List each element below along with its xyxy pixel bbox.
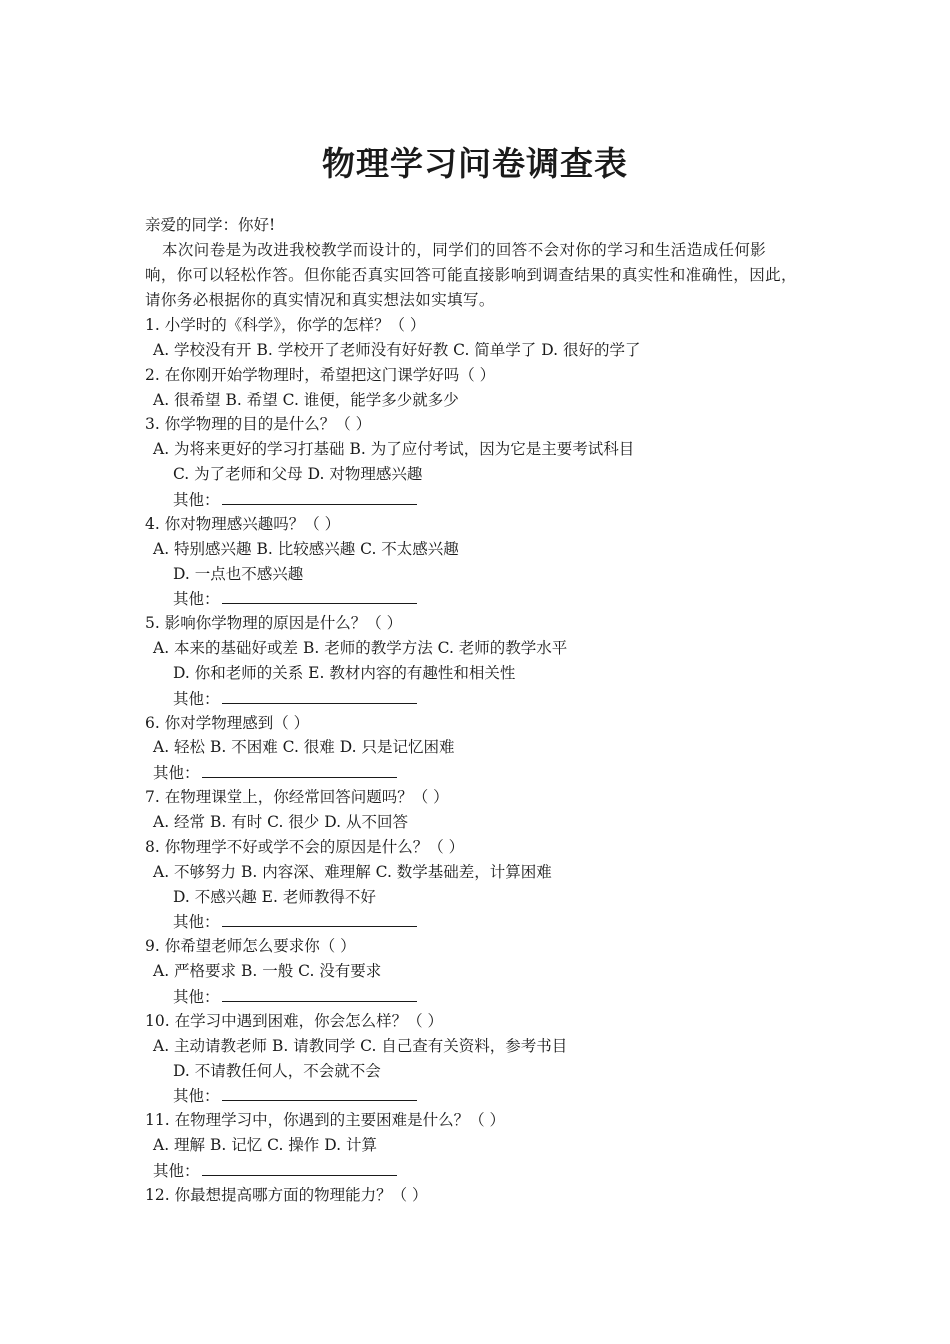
fill-in-blank[interactable] bbox=[222, 489, 417, 505]
line-text: 11. 在物理学习中，你遇到的主要困难是什么？（ ） bbox=[145, 1111, 506, 1130]
line-text: A. 很希望 B. 希望 C. 谁便，能学多少就多少 bbox=[153, 390, 459, 409]
answer-options bbox=[173, 464, 422, 484]
fill-in-blank[interactable] bbox=[222, 588, 417, 604]
line-text: 10. 在学习中遇到困难，你会怎么样？（ ） bbox=[145, 1011, 444, 1030]
other-answer-line bbox=[173, 489, 417, 510]
greeting: 亲爱的同学：你好! bbox=[145, 216, 276, 234]
line-text: 9. 你希望老师怎么要求你（ ） bbox=[145, 937, 356, 956]
question-text bbox=[145, 837, 464, 857]
answer-options bbox=[153, 539, 459, 559]
line-text: A. 不够努力 B. 内容深、难理解 C. 数学基础差，计算困难 bbox=[153, 862, 552, 881]
line-text: 7. 在物理课堂上，你经常回答问题吗？（ ） bbox=[145, 788, 449, 807]
line-text: A. 为将来更好的学习打基础 B. 为了应付考试，因为它是主要考试科目 bbox=[153, 440, 635, 459]
question-text bbox=[145, 1185, 428, 1205]
other-answer-line bbox=[173, 986, 417, 1007]
other-label: 其他： bbox=[153, 1161, 200, 1180]
fill-in-blank[interactable] bbox=[202, 1160, 397, 1176]
answer-options bbox=[173, 1061, 381, 1081]
answer-options bbox=[153, 340, 640, 360]
line-text: 1. 小学时的《科学》，你学的怎样？（ ） bbox=[145, 316, 426, 334]
question-text bbox=[145, 936, 356, 956]
intro-line: 请你务必根据你的真实情况和真实想法如实填写。 bbox=[145, 291, 495, 309]
fill-in-blank[interactable] bbox=[202, 762, 397, 778]
answer-options bbox=[173, 663, 515, 683]
line-text: 3. 你学物理的目的是什么？（ ） bbox=[145, 415, 372, 434]
question-text bbox=[145, 315, 425, 335]
line-text: 4. 你对物理感兴趣吗？（ ） bbox=[145, 514, 341, 533]
fill-in-blank[interactable] bbox=[222, 986, 417, 1002]
answer-options bbox=[173, 887, 376, 907]
line-text: 8. 你物理学不好或学不会的原因是什么？（ ） bbox=[145, 837, 465, 856]
document-title: 物理学习问卷调查表 bbox=[322, 144, 628, 183]
line-text: 12. 你最想提高哪方面的物理能力？（ ） bbox=[145, 1185, 428, 1204]
fill-in-blank[interactable] bbox=[222, 911, 417, 927]
other-label: 其他： bbox=[173, 1087, 220, 1106]
question-text bbox=[145, 514, 340, 534]
line-text: A. 经常 B. 有时 C. 很少 D. 从不回答 bbox=[153, 813, 408, 831]
question-text bbox=[145, 1011, 443, 1031]
fill-in-blank[interactable] bbox=[222, 1085, 417, 1101]
question-text bbox=[145, 713, 309, 733]
other-label: 其他： bbox=[173, 490, 220, 509]
other-answer-line bbox=[173, 1085, 417, 1106]
line-text: A. 轻松 B. 不困难 C. 很难 D. 只是记忆困难 bbox=[153, 738, 455, 757]
answer-options bbox=[153, 862, 552, 882]
fill-in-blank[interactable] bbox=[222, 688, 417, 704]
line-text: A. 严格要求 B. 一般 C. 没有要求 bbox=[153, 962, 382, 981]
line-text: D. 不请教任何人，不会就不会 bbox=[173, 1061, 381, 1080]
line-text: A. 理解 B. 记忆 C. 操作 D. 计算 bbox=[153, 1136, 377, 1155]
line-text: D. 不感兴趣 E. 老师教得不好 bbox=[173, 887, 376, 906]
intro-line: 本次问卷是为改进我校教学而设计的，同学们的回答不会对你的学习和生活造成任何影 bbox=[162, 241, 767, 259]
line-text: A. 主动请教老师 B. 请教同学 C. 自己查有关资料，参考书目 bbox=[153, 1036, 568, 1055]
answer-options bbox=[153, 1135, 377, 1155]
line-text: 6. 你对学物理感到（ ） bbox=[145, 713, 310, 732]
other-label: 其他： bbox=[173, 590, 220, 609]
other-answer-line bbox=[173, 588, 417, 609]
answer-options bbox=[153, 1036, 567, 1056]
other-label: 其他： bbox=[173, 987, 220, 1006]
question-text bbox=[145, 787, 449, 807]
other-label: 其他： bbox=[153, 764, 200, 783]
other-label: 其他： bbox=[173, 913, 220, 932]
line-text: C. 为了老师和父母 D. 对物理感兴趣 bbox=[173, 465, 423, 484]
other-label: 其他： bbox=[173, 689, 220, 708]
answer-options bbox=[153, 390, 459, 410]
line-text: D. 你和老师的关系 E. 教材内容的有趣性和相关性 bbox=[173, 663, 516, 682]
other-answer-line bbox=[153, 1160, 397, 1181]
question-text bbox=[145, 365, 495, 385]
other-answer-line bbox=[173, 688, 417, 709]
answer-options bbox=[153, 638, 567, 658]
question-text bbox=[145, 1110, 505, 1130]
answer-options bbox=[173, 564, 303, 584]
intro-line: 响，你可以轻松作答。但你能否真实回答可能直接影响到调查结果的真实性和准确性，因此， bbox=[145, 266, 797, 284]
line-text: 5. 影响你学物理的原因是什么？（ ） bbox=[145, 614, 403, 633]
other-answer-line bbox=[173, 911, 417, 932]
answer-options bbox=[153, 812, 408, 832]
line-text: A. 特别感兴趣 B. 比较感兴趣 C. 不太感兴趣 bbox=[153, 539, 459, 558]
answer-options bbox=[153, 737, 454, 757]
answer-options bbox=[153, 439, 634, 459]
question-text bbox=[145, 414, 371, 434]
line-text: A. 本来的基础好或差 B. 老师的教学方法 C. 老师的教学水平 bbox=[153, 639, 568, 658]
answer-options bbox=[153, 961, 381, 981]
other-answer-line bbox=[153, 762, 397, 783]
line-text: 2. 在你刚开始学物理时，希望把这门课学好吗（ ） bbox=[145, 365, 496, 384]
question-text bbox=[145, 613, 402, 633]
line-text: A. 学校没有开 B. 学校开了老师没有好好教 C. 简单学了 D. 很好的学了 bbox=[153, 340, 641, 359]
line-text: D. 一点也不感兴趣 bbox=[173, 564, 304, 583]
